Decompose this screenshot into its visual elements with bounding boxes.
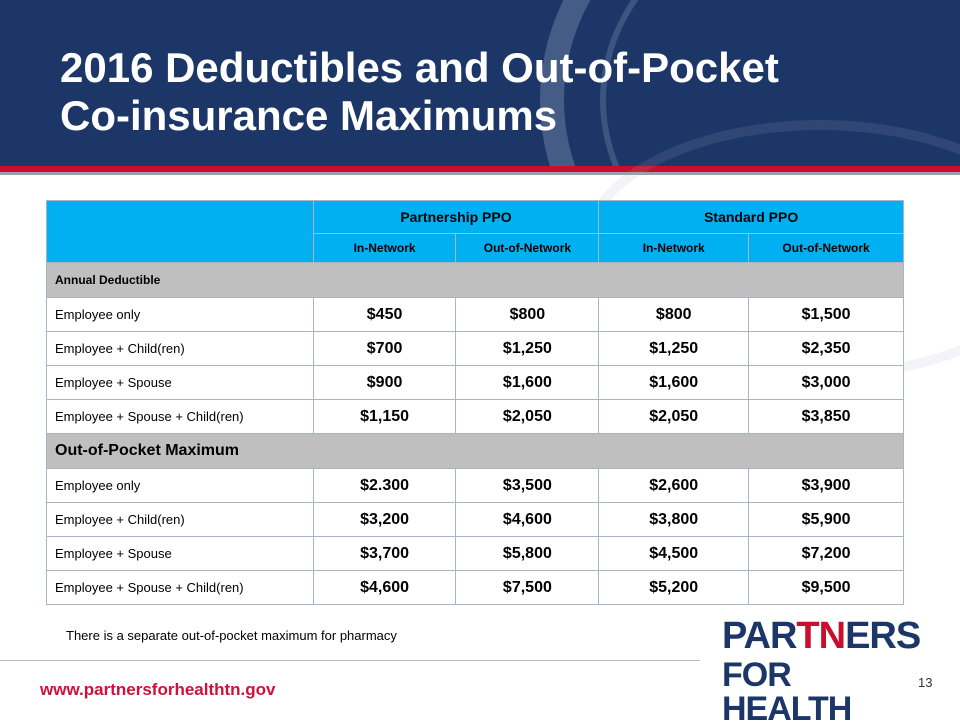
pharmacy-note: There is a separate out-of-pocket maximum for pharmacy [66,628,397,643]
network-header: Out-of-Network [749,234,904,263]
value-cell: $1,600 [456,366,599,400]
table-row [47,469,904,503]
value-cell: $4,600 [313,571,456,605]
value-cell: $1,600 [599,366,749,400]
table-row [47,571,904,605]
network-header: Out-of-Network [456,234,599,263]
logo-ers: ERS [845,615,921,657]
value-cell: $1,150 [313,400,456,434]
website-link[interactable]: www.partnersforhealthtn.gov [40,680,276,699]
value-cell: $7,200 [749,537,904,571]
value-cell: $450 [313,298,456,332]
corner-cell [47,201,314,263]
value-cell: $2,050 [456,400,599,434]
value-cell: $5,800 [456,537,599,571]
row-label: Employee + Child(ren) [47,332,314,366]
footer-divider [0,660,700,661]
value-cell: $7,500 [456,571,599,605]
section-label: Out-of-Pocket Maximum [47,434,904,469]
deductibles-table [46,200,904,605]
table-row [47,366,904,400]
value-cell: $2,350 [749,332,904,366]
value-cell: $3,900 [749,469,904,503]
value-cell: $3,200 [313,503,456,537]
value-cell: $3,850 [749,400,904,434]
row-label: Employee + Spouse + Child(ren) [47,571,314,605]
value-cell: $3,000 [749,366,904,400]
row-label: Employee + Child(ren) [47,503,314,537]
row-label: Employee + Spouse [47,366,314,400]
network-header: In-Network [599,234,749,263]
value-cell: $9,500 [749,571,904,605]
value-cell: $900 [313,366,456,400]
plan-header: Partnership PPO [313,201,599,234]
logo-line-1 [722,616,920,656]
table-row [47,298,904,332]
page-number: 13 [918,675,933,690]
slide-title: 2016 Deductibles and Out-of-Pocket Co-insurance Maximums [60,44,779,139]
value-cell: $800 [599,298,749,332]
logo-line-2: FOR HEALTH [722,656,852,728]
table-row [47,400,904,434]
value-cell: $2,600 [599,469,749,503]
value-cell: $5,900 [749,503,904,537]
value-cell: $1,500 [749,298,904,332]
section-row-annual-deductible [47,263,904,298]
value-cell: $3,700 [313,537,456,571]
value-cell: $2,050 [599,400,749,434]
value-cell: $5,200 [599,571,749,605]
row-label: Employee only [47,469,314,503]
value-cell: $4,600 [456,503,599,537]
network-header: In-Network [313,234,456,263]
table-row [47,332,904,366]
value-cell: $1,250 [456,332,599,366]
plan-header: Standard PPO [599,201,904,234]
row-label: Employee only [47,298,314,332]
value-cell: $3,800 [599,503,749,537]
value-cell: $1,250 [599,332,749,366]
row-label: Employee + Spouse + Child(ren) [47,400,314,434]
value-cell: $4,500 [599,537,749,571]
logo-par: PAR [722,615,797,657]
logo-tn: TN [796,615,846,657]
plan-header-row [47,201,904,234]
section-label: Annual Deductible [47,263,904,298]
value-cell: $800 [456,298,599,332]
value-cell: $3,500 [456,469,599,503]
value-cell: $2.300 [313,469,456,503]
section-row-out-of-pocket-maximum [47,434,904,469]
table-row [47,503,904,537]
table-row [47,537,904,571]
partners-for-health-logo [722,615,921,728]
value-cell: $700 [313,332,456,366]
row-label: Employee + Spouse [47,537,314,571]
